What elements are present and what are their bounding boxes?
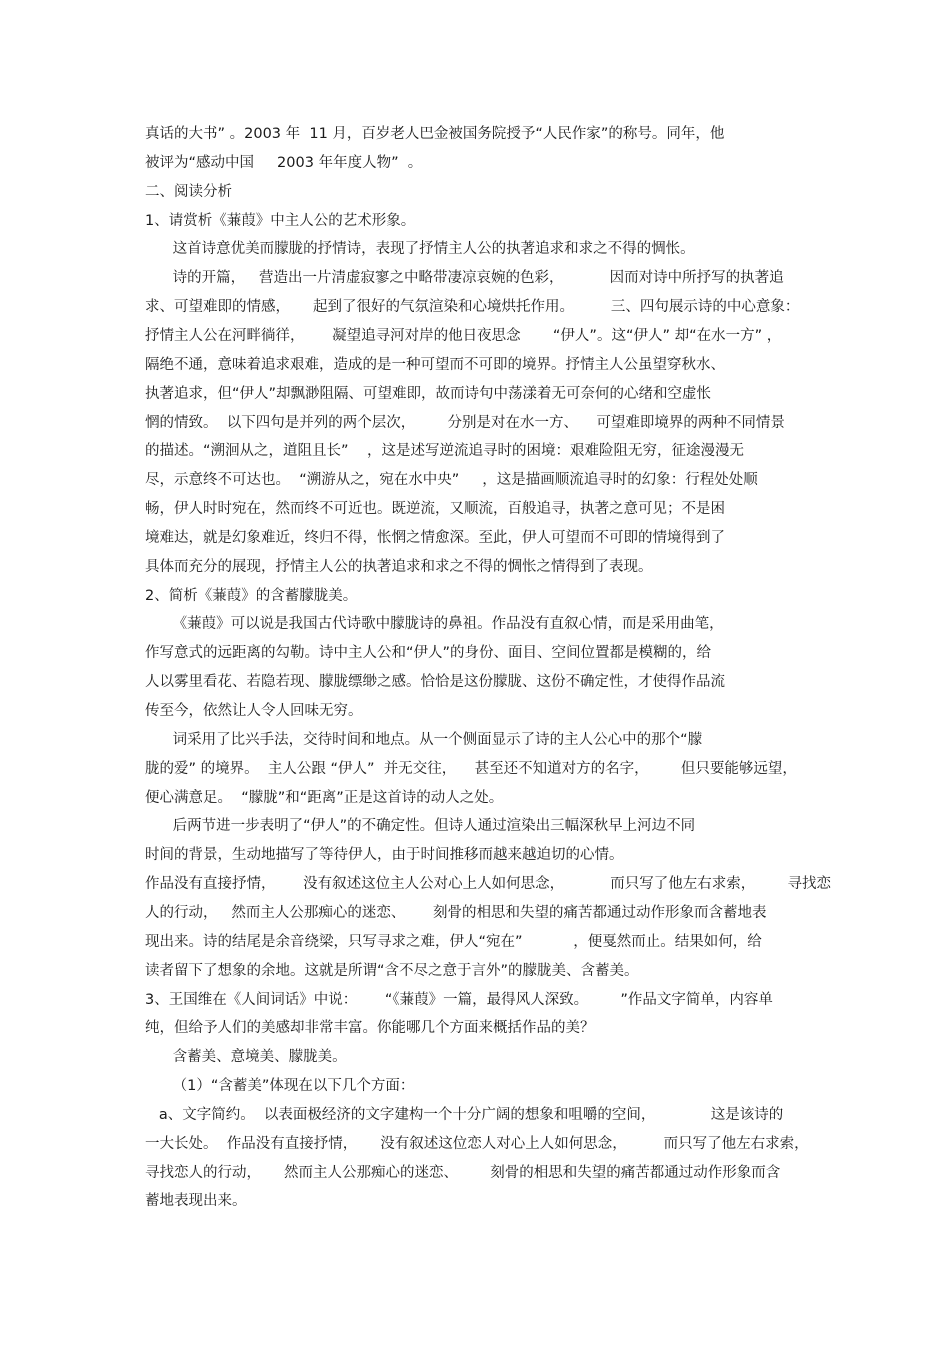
text-line: 读者留下了想象的余地。这就是所谓“含不尽之意于言外”的朦胧美、含蓄美。 <box>145 962 639 979</box>
text-line: 寻找恋人的行动， 然而主人公那痴心的迷恋、 刻骨的相思和失望的痛苦都通过动作形象而含 <box>145 1164 781 1181</box>
text-line: 真话的大书” 。2003 年 11 月，百岁老人巴金被国务院授予“人民作家”的称号。同年，他 <box>145 126 725 142</box>
text-line: 时间的背景，生动地描写了等待伊人，由于时间推移而越来越迫切的心情。 <box>145 847 624 864</box>
text-line: 求、可望难即的情感， 起到了很好的气氛渲染和心境烘托作用。 三、四句展示诗的中心意象： <box>145 299 800 316</box>
text-line: 隔绝不通，意味着追求艰难，造成的是一种可望而不可即的境界。抒情主人公虽望穿秋水、 <box>145 356 725 373</box>
text-line: 3、王国维在《人间词话》中说： “《蒹葭》一篇，最得风人深致。 ”作品文字简单，内容单 <box>145 991 773 1008</box>
text-line: 一大长处。 作品没有直接抒情， 没有叙述这位恋人对心上人如何思念， 而只写了他左右求索， <box>145 1135 809 1152</box>
text-line: 人以雾里看花、若隐若现、朦胧缥缈之感。恰恰是这份朦胧、这份不确定性，才使得作品流 <box>145 674 725 691</box>
text-line: 的描述。“溯洄从之，道阻且长” ，这是述写逆流追寻时的困境：艰难险阻无穷，征途漫漫无 <box>145 443 744 460</box>
text-line: 含蓄美、意境美、朦胧美。 <box>145 1049 347 1066</box>
text-line: 胧的爱” 的境界。 主人公跟 “伊人” 并无交往， 甚至还不知道对方的名字， 但只要能够远望， <box>145 760 797 777</box>
text-line: 便心满意足。 “朦胧”和“距离”正是这首诗的动人之处。 <box>145 789 504 806</box>
text-line: 抒情主人公在河畔徜徉， 凝望追寻河对岸的他日夜思念 “伊人”。这“伊人” 却“在水一方” ， <box>145 327 782 344</box>
text-line: 蓄地表现出来。 <box>145 1193 247 1210</box>
text-line: 传至今，依然让人令人回味无穷。 <box>145 703 363 719</box>
text-line: 2、简析《蒹葭》的含蓄朦胧美。 <box>145 587 358 604</box>
text-line: 境难达，就是幻象难近，终归不得，怅惘之情愈深。至此，伊人可望而不可即的情境得到了 <box>145 529 725 546</box>
text-line: 二、阅读分析 <box>145 183 232 200</box>
text-line: 具体而充分的展现，抒情主人公的执著追求和求之不得的惆怅之情得到了表现。 <box>145 558 653 575</box>
text-line: 现出来。诗的结尾是余音绕梁，只写寻求之难，伊人“宛在” ，便戛然而止。结果如何，给 <box>145 933 762 950</box>
text-line: 《蒹葭》可以说是我国古代诗歌中朦胧诗的鼻祖。作品没有直叙心情，而是采用曲笔， <box>145 616 724 633</box>
text-line: 人的行动， 然而主人公那痴心的迷恋、 刻骨的相思和失望的痛苦都通过动作形象而含蓄地表 <box>145 904 767 921</box>
text-line: 这首诗意优美而朦胧的抒情诗，表现了抒情主人公的执著追求和求之不得的惆怅。 <box>145 241 695 258</box>
text-line: 纯，但给予人们的美感却非常丰富。你能哪几个方面来概括作品的美？ <box>145 1020 595 1037</box>
text-line: 后两节进一步表明了“伊人”的不确定性。但诗人通过渲染出三幅深秋早上河边不同 <box>145 818 696 835</box>
text-line: a、文字简约。 以表面极经济的文字建构一个十分广阔的想象和咀嚼的空间， 这是该诗的 <box>145 1106 784 1123</box>
text-line: 被评为“感动中国 2003 年年度人物” 。 <box>145 154 423 171</box>
text-line: 作品没有直接抒情， 没有叙述这位主人公对心上人如何思念， 而只写了他左右求索， 寻找恋 <box>145 876 832 893</box>
text-line: 作写意式的远距离的勾勒。诗中主人公和“伊人”的身份、面目、空间位置都是模糊的，给 <box>145 645 712 662</box>
text-line: 词采用了比兴手法，交待时间和地点。从一个侧面显示了诗的主人公心中的那个“朦 <box>145 731 703 748</box>
text-line: 惘的情致。 以下四句是并列的两个层次， 分别是对在水一方、 可望难即境界的两种不同情景 <box>145 414 785 431</box>
text-line: 执著追求，但“伊人”却飘渺阻隔、可望难即，故而诗句中荡漾着无可奈何的心绪和空虚怅 <box>145 385 712 402</box>
text-line: 畅，伊人时时宛在，然而终不可近也。既逆流，又顺流，百般追寻，执著之意可见；不是困 <box>145 501 725 518</box>
text-line: 尽，示意终不可达也。 “溯游从之，宛在水中央” ，这是描画顺流追寻时的幻象：行程处处顺 <box>145 472 758 489</box>
text-line: （1）“含蓄美”体现在以下几个方面： <box>145 1078 415 1095</box>
text-line: 1、请赏析《蒹葭》中主人公的艺术形象。 <box>145 212 416 229</box>
text-line: 诗的开篇， 营造出一片清虚寂寥之中略带凄凉哀婉的色彩， 因而对诗中所抒写的执著追 <box>145 270 784 287</box>
